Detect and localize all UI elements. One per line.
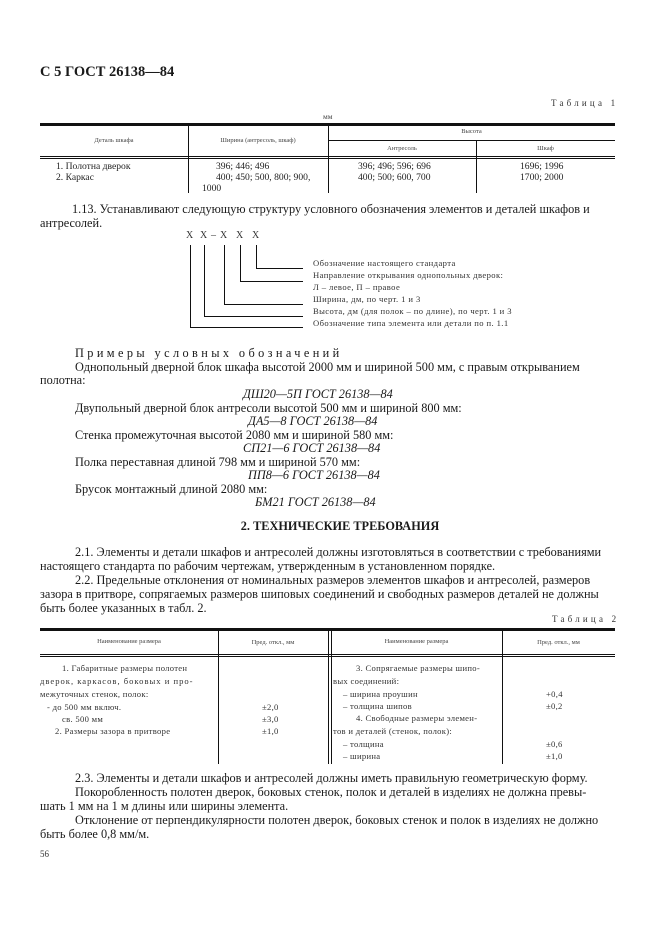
table-1-unit: мм <box>323 112 333 121</box>
table-1-cell-width: 396; 446; 496 <box>216 161 270 172</box>
paragraph-1-13-line1: 1.13. Устанавливают следующую структуру условного обозначения элементов и деталей шкафов и <box>72 202 590 216</box>
table-2-left-row-name: дверок, каркасов, боковых и про- <box>40 676 194 686</box>
example-code: СП21—6 ГОСТ 26138—84 <box>243 441 381 455</box>
table-1-header-width: Ширина (антресоль, шкаф) <box>220 137 296 144</box>
diagram-leader-5 <box>256 268 303 269</box>
table-2-header-name-left: Наименование размера <box>97 638 161 645</box>
examples-title: Примеры условных обозначений <box>75 346 343 360</box>
table-1-col-divider-1 <box>188 125 189 193</box>
example-desc: Однопольный дверной блок шкафа высотой 2000 мм и шириной 500 мм, с правым открыванием <box>75 360 580 374</box>
table-2-left-row-name: св. 500 мм <box>62 714 104 724</box>
paragraph-2-2-line1: 2.2. Предельные отклонения от номинальных размеров элементов шкафов и антресолей, размеров <box>75 573 591 587</box>
table-2-left-row-name: - до 500 мм включ. <box>47 702 122 712</box>
table-1-cell-detail: 2. Каркас <box>56 172 94 183</box>
diagram-leader-2 <box>204 316 303 317</box>
example-code: ДА5—8 ГОСТ 26138—84 <box>248 414 378 428</box>
table-1-cell-width-cont: 1000 <box>202 183 222 194</box>
diagram-leader-3 <box>224 304 303 305</box>
table-2-left-row-name: 1. Габаритные размеры полотен <box>62 663 188 673</box>
diagram-label-height: Высота, дм (для полок – по длине), по черт. 1 и 3 <box>313 306 512 316</box>
diagram-symbol-4: Х <box>236 230 244 241</box>
table-2-right-row-name: – толщина шипов <box>343 701 413 711</box>
example-desc-cont: полотна: <box>40 373 86 387</box>
diagram-stem-2 <box>204 245 205 316</box>
table-2-left-row-name: межуточных стенок, полок: <box>40 689 149 699</box>
table-1-header-antresol: Антресоль <box>387 145 417 152</box>
diagram-stem-5 <box>256 245 257 268</box>
example-desc: Стенка промежуточная высотой 2080 мм и шириной 580 мм: <box>75 428 394 442</box>
table-2-right-row-name: тов и деталей (стенок, полок): <box>333 726 453 736</box>
table-1-cell-detail: 1. Полотна дверок <box>56 161 131 172</box>
table-2-left-row-name: 2. Размеры зазора в притворе <box>55 726 171 736</box>
diagram-symbol-5: Х <box>252 230 260 241</box>
table-2-right-row-value: ±1,0 <box>546 751 563 761</box>
table-1-header-detail: Деталь шкафа <box>94 137 134 144</box>
diagram-symbol-1: Х <box>186 230 194 241</box>
table-2-right-row-name: – толщина <box>343 739 384 749</box>
diagram-label-width: Ширина, дм, по черт. 1 и 3 <box>313 294 421 304</box>
table-1-header-height: Высота <box>461 128 482 135</box>
table-1-cell-height-shkaf: 1700; 2000 <box>520 172 564 183</box>
paragraph-perp-line2: быть более 0,8 мм/м. <box>40 827 150 841</box>
paragraph-2-2-line3: быть более указанных в табл. 2. <box>40 601 207 615</box>
diagram-label-standard: Обозначение настоящего стандарта <box>313 258 456 268</box>
paragraph-2-1-line2: настоящего стандарта по рабочим чертежам, утвержденным в установленном порядке. <box>40 559 496 573</box>
table-1-cell-width: 400; 450; 500, 800; 900, <box>216 172 311 183</box>
diagram-leader-4 <box>240 281 303 282</box>
page-header: С 5 ГОСТ 26138—84 <box>40 64 175 80</box>
table-2-left-row-value: ±2,0 <box>262 702 279 712</box>
table-2-col-divider-3 <box>502 630 503 764</box>
table-1-cell-height-shkaf: 1696; 1996 <box>520 161 564 172</box>
table-2-right-row-name: вых соединений: <box>333 676 400 686</box>
diagram-stem-4 <box>240 245 241 281</box>
table-2-right-row-value: ±0,2 <box>546 701 563 711</box>
paragraph-perp-line1: Отклонение от перпендикулярности полотен дверок, боковых стенок и полок в изделиях не должно <box>75 813 599 827</box>
table-2-col-divider-2b <box>331 630 332 764</box>
table-1-group-rule <box>328 140 615 141</box>
example-code: ДШ20—5П ГОСТ 26138—84 <box>243 387 393 401</box>
paragraph-2-1-line1: 2.1. Элементы и детали шкафов и антресолей должны изготовляться в соответствии с требованиями <box>75 545 602 559</box>
diagram-label-type: Обозначение типа элемента или детали по п. 1.1 <box>313 318 509 328</box>
table-2-right-row-name: 4. Свободные размеры элемен- <box>356 713 478 723</box>
diagram-label-direction: Направление открывания однопольных дверок: <box>313 270 504 280</box>
diagram-stem-1 <box>190 245 191 327</box>
paragraph-1-13-line2: антресолей. <box>40 216 103 230</box>
diagram-symbol-3: Х <box>220 230 228 241</box>
table-1-col-divider-2 <box>328 125 329 193</box>
paragraph-warp-line1: Покоробленность полотен дверок, боковых стенок, полок и деталей в изделиях не должна превы- <box>75 785 587 799</box>
table-2-right-row-name: – ширина <box>343 751 381 761</box>
table-1-caption: Таблица 1 <box>551 98 619 108</box>
paragraph-warp-line2: шать 1 мм на 1 м длины или ширины элемента. <box>40 799 289 813</box>
table-2-caption: Таблица 2 <box>552 614 620 624</box>
section-2-title: 2. ТЕХНИЧЕСКИЕ ТРЕБОВАНИЯ <box>240 519 440 533</box>
table-2-right-row-value: +0,4 <box>546 689 563 699</box>
diagram-label-direction-values: Л – левое, П – правое <box>313 282 401 292</box>
table-1-header-shkaf: Шкаф <box>537 145 554 152</box>
diagram-leader-1 <box>190 327 303 328</box>
diagram-stem-3 <box>224 245 225 304</box>
table-2-col-divider-1 <box>218 630 219 764</box>
example-code: БМ21 ГОСТ 26138—84 <box>255 495 376 509</box>
example-desc: Брусок монтажный длиной 2080 мм: <box>75 482 268 496</box>
example-code: ПП8—6 ГОСТ 26138—84 <box>248 468 380 482</box>
table-1-cell-height-antresol: 400; 500; 600, 700 <box>358 172 431 183</box>
table-2-header-name-right: Наименование размера <box>384 638 449 645</box>
table-1-cell-height-antresol: 396; 496; 596; 696 <box>358 161 431 172</box>
table-2-right-row-name: 3. Сопрягаемые размеры шипо- <box>356 663 481 673</box>
paragraph-2-2-line2: зазора в притворе, сопрягаемых размеров шиповых соединений и свободных размеров деталей не должны <box>40 587 599 601</box>
table-2-left-row-value: ±1,0 <box>262 726 279 736</box>
example-desc: Двупольный дверной блок антресоли высотой 500 мм и шириной 800 мм: <box>75 401 462 415</box>
diagram-symbol-2: Х <box>200 230 208 241</box>
table-2-header-dev-right: Пред. откл., мм <box>537 639 580 646</box>
table-2-right-row-name: – ширина проушин <box>343 689 418 699</box>
table-2-left-row-value: ±3,0 <box>262 714 279 724</box>
table-2-right-row-value: ±0,6 <box>546 739 563 749</box>
table-2-header-dev-left: Пред. откл., мм <box>251 639 295 646</box>
example-desc: Полка переставная длиной 798 мм и шириной 570 мм: <box>75 455 361 469</box>
paragraph-2-3-line1: 2.3. Элементы и детали шкафов и антресолей должны иметь правильную геометрическую форму. <box>75 771 588 785</box>
table-2-col-divider-2a <box>328 630 329 764</box>
diagram-dash: – <box>211 230 217 241</box>
page-number: 56 <box>40 849 49 859</box>
